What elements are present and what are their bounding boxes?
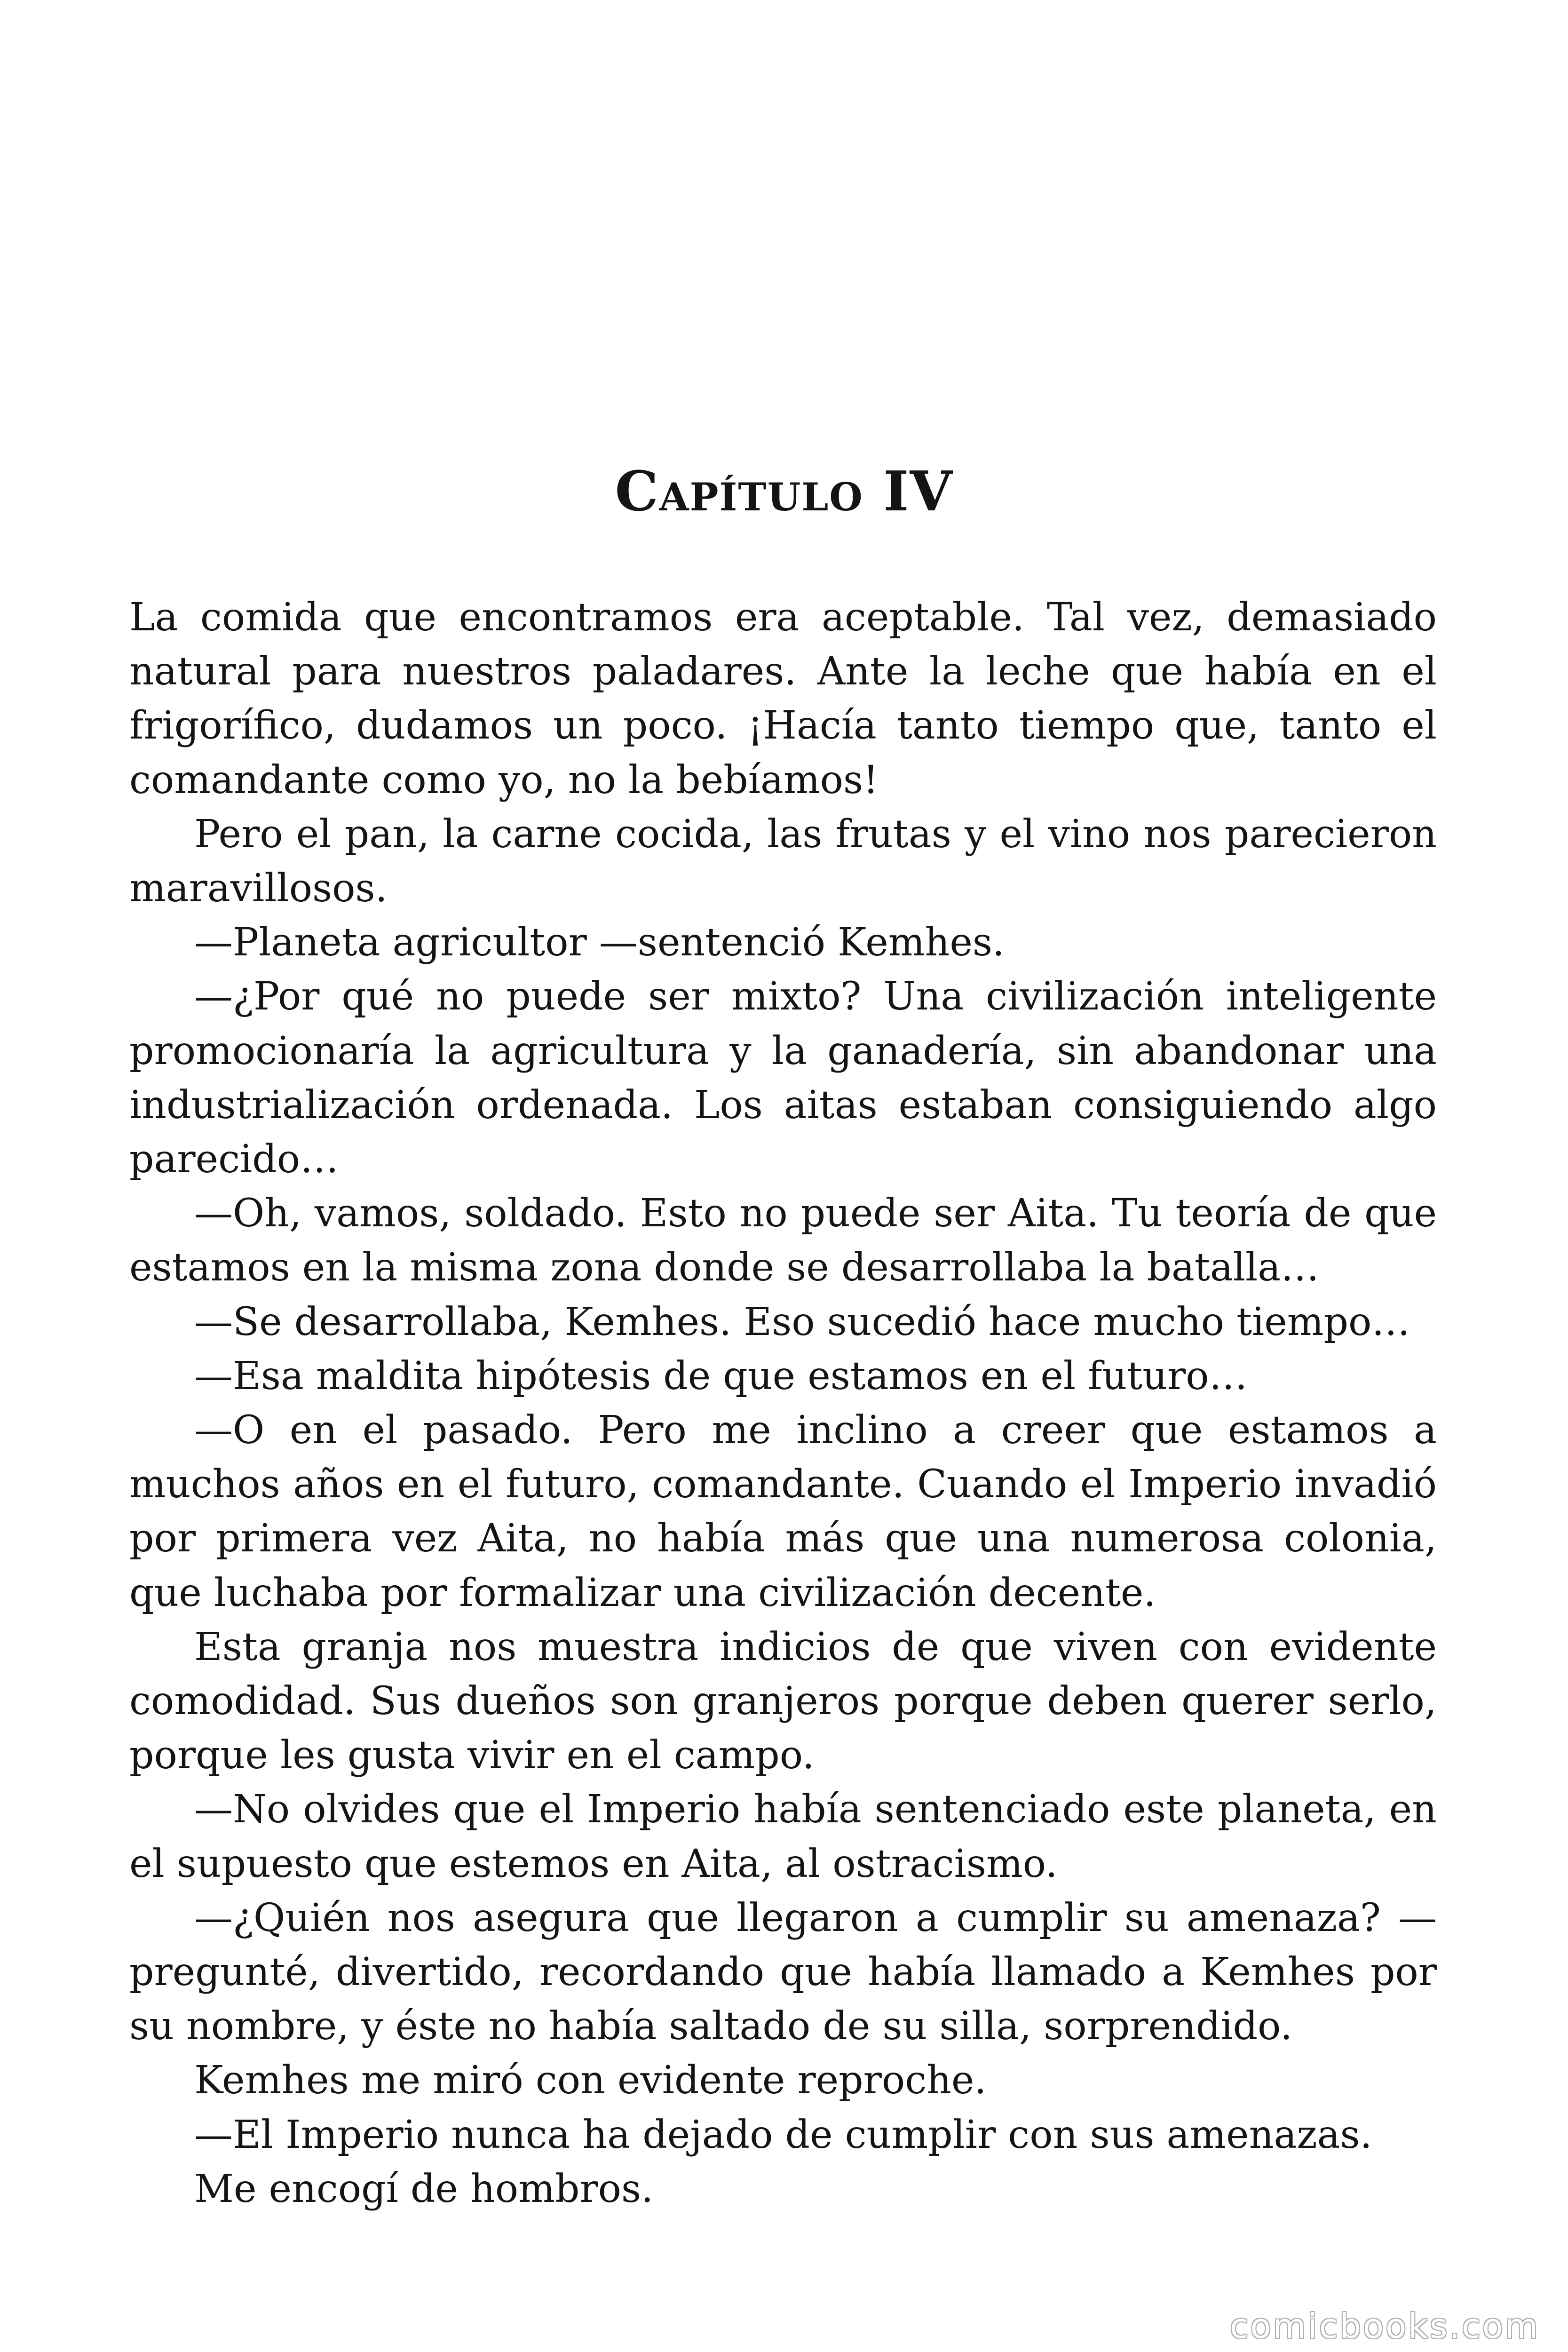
paragraph: —O en el pasado. Pero me inclino a creer que estamos a muchos años en el futuro, comandante. Cuando el Imperio invadió por primera vez Aita, no había más que una numerosa colonia, que luchaba por formalizar una civilización decente.	[129, 1408, 1437, 1615]
paragraph: —Se desarrollaba, Kemhes. Eso sucedió hace mucho tiempo…	[194, 1299, 1410, 1344]
paragraph: Kemhes me miró con evidente reproche.	[194, 2058, 987, 2103]
paragraph: —¿Por qué no puede ser mixto? Una civilización inteligente promocionaría la agricultura y la ganadería, sin abandonar una industrialización ordenada. Los aitas estaban consiguiendo algo parecido…	[129, 974, 1437, 1182]
watermark: comicbooks.com	[1229, 2306, 1540, 2346]
paragraph: Me encogí de hombros.	[194, 2166, 654, 2211]
paragraph: Esta granja nos muestra indicios de que viven con evidente comodidad. Sus dueños son granjeros porque deben querer serlo, porque les gusta vivir en el campo.	[129, 1624, 1437, 1778]
chapter-body	[129, 590, 1437, 2216]
paragraph: —El Imperio nunca ha dejado de cumplir con sus amenazas.	[194, 2112, 1372, 2157]
paragraph: —Esa maldita hipótesis de que estamos en el futuro…	[194, 1353, 1248, 1398]
paragraph: —Oh, vamos, soldado. Esto no puede ser Aita. Tu teoría de que estamos en la misma zona donde se desarrollaba la batalla…	[129, 1191, 1437, 1290]
paragraph: —¿Quién nos asegura que llegaron a cumplir su amenaza? —pregunté, divertido, recordando que había llamado a Kemhes por su nombre, y éste no había saltado de su silla, sorprendido.	[129, 1895, 1437, 2049]
paragraph: —Planeta agricultor —sentenció Kemhes.	[194, 920, 1005, 965]
paragraph: Pero el pan, la carne cocida, las frutas y el vino nos parecieron maravillosos.	[129, 811, 1437, 911]
paragraph: La comida que encontramos era aceptable. Tal vez, demasiado natural para nuestros paladares. Ante la leche que había en el frigorífico, dudamos un poco. ¡Hacía tanto tiempo que, tanto el comandante como yo, no la bebíamos!	[129, 595, 1437, 803]
chapter-title: Capítulo IV	[615, 460, 953, 524]
paragraph: —No olvides que el Imperio había sentenciado este planeta, en el supuesto que estemos en Aita, al ostracismo.	[129, 1787, 1437, 1886]
